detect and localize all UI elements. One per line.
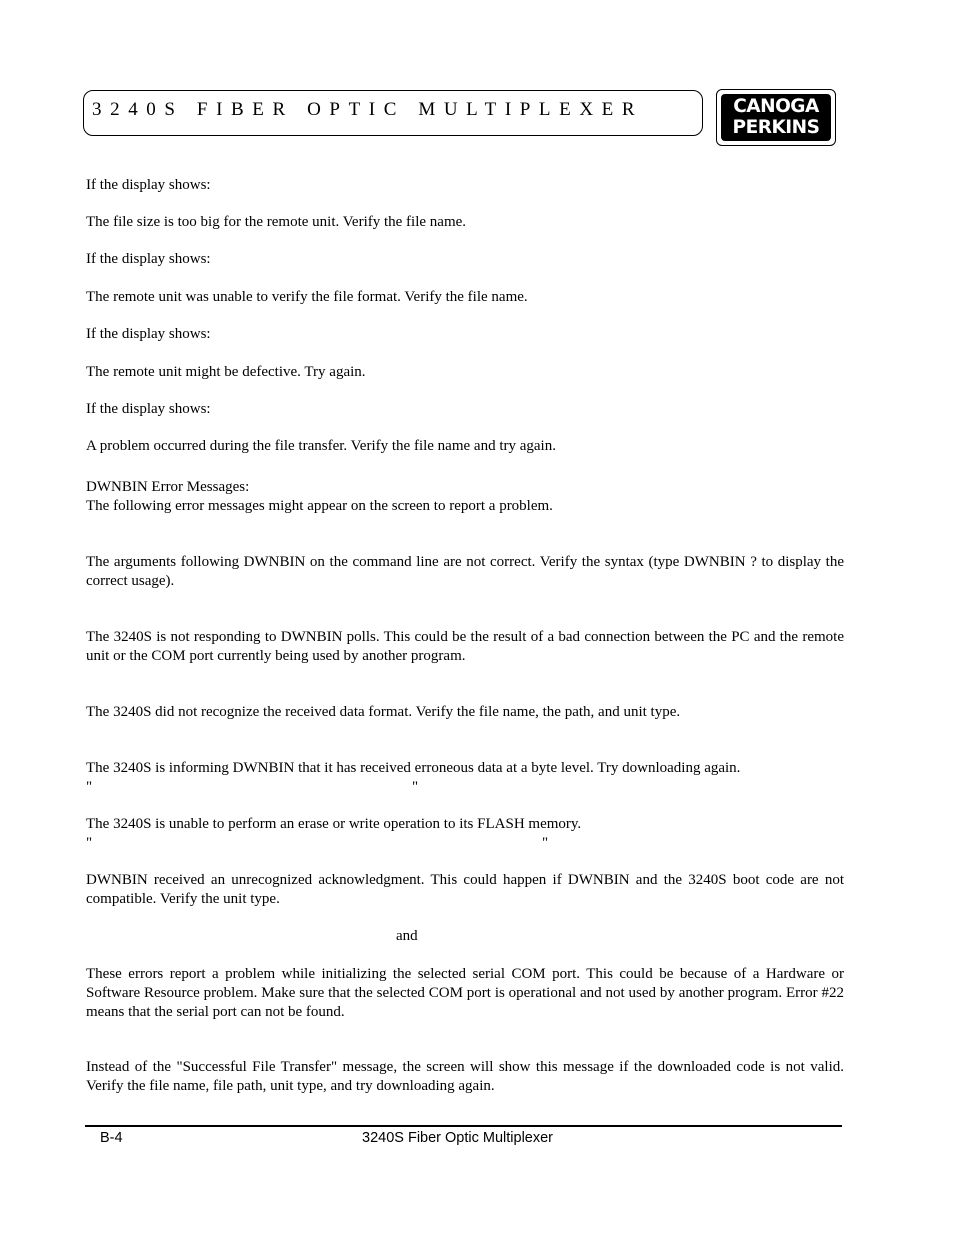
header-title: 3240S FIBER OPTIC MULTIPLEXER <box>92 99 644 120</box>
remote-defective-text: The remote unit might be defective. Try again. <box>86 364 366 380</box>
quote-mark: " <box>412 779 419 795</box>
error-data-format-text: The 3240S did not recognize the received data format. Verify the file name, the path, and unit type. <box>86 704 681 720</box>
logo-line-1: CANOGA <box>733 96 819 117</box>
footer-page-number: B-4 <box>100 1130 123 1146</box>
dwnbin-error-heading: DWNBIN Error Messages: <box>86 479 250 495</box>
display-shows-label: If the display shows: <box>86 401 211 417</box>
dwnbin-error-intro: The following error messages might appear on the screen to report a problem. <box>86 498 553 514</box>
header-title-box <box>83 90 703 136</box>
logo-background <box>721 94 831 141</box>
display-shows-label: If the display shows: <box>86 251 211 267</box>
quote-mark: " <box>542 835 549 851</box>
error-byte-level-text: The 3240S is informing DWNBIN that it has received erroneous data at a byte level. Try downloading again. <box>86 760 741 776</box>
canoga-perkins-logo <box>716 89 836 146</box>
and-connector: and <box>396 928 418 944</box>
file-too-big-text: The file size is too big for the remote unit. Verify the file name. <box>86 214 467 230</box>
display-shows-label: If the display shows: <box>86 326 211 342</box>
file-format-text: The remote unit was unable to verify the file format. Verify the file name. <box>86 289 528 305</box>
file-transfer-problem-text: A problem occurred during the file transfer. Verify the file name and try again. <box>86 438 556 454</box>
display-shows-label: If the display shows: <box>86 177 211 193</box>
error-unrecognized-ack-text: DWNBIN received an unrecognized acknowledgment. This could happen if DWNBIN and the 3240S boot code are not compatible. Verify the unit type. <box>86 872 844 907</box>
quote-mark: " <box>86 835 93 851</box>
error-com-port-text: These errors report a problem while initializing the selected serial COM port. This could be because of a Hardware or Software Resource problem. Make sure that the selected COM port is operational and not used by another program. Error #22 means that the serial port can not be found. <box>86 966 844 1020</box>
footer-rule <box>85 1125 842 1127</box>
quote-mark: " <box>86 779 93 795</box>
footer-title: 3240S Fiber Optic Multiplexer <box>362 1130 553 1146</box>
error-arguments-text: The arguments following DWNBIN on the command line are not correct. Verify the syntax (type DWNBIN ? to display the correct usage). <box>86 554 844 589</box>
logo-line-2: PERKINS <box>732 117 820 138</box>
error-not-responding-text: The 3240S is not responding to DWNBIN polls. This could be the result of a bad connection between the PC and the remote unit or the COM port currently being used by another program. <box>86 629 844 664</box>
error-invalid-code-text: Instead of the "Successful File Transfer" message, the screen will show this message if the downloaded code is not valid. Verify the file name, file path, unit type, and try downloading again. <box>86 1059 844 1094</box>
error-flash-memory-text: The 3240S is unable to perform an erase or write operation to its FLASH memory. <box>86 816 582 832</box>
